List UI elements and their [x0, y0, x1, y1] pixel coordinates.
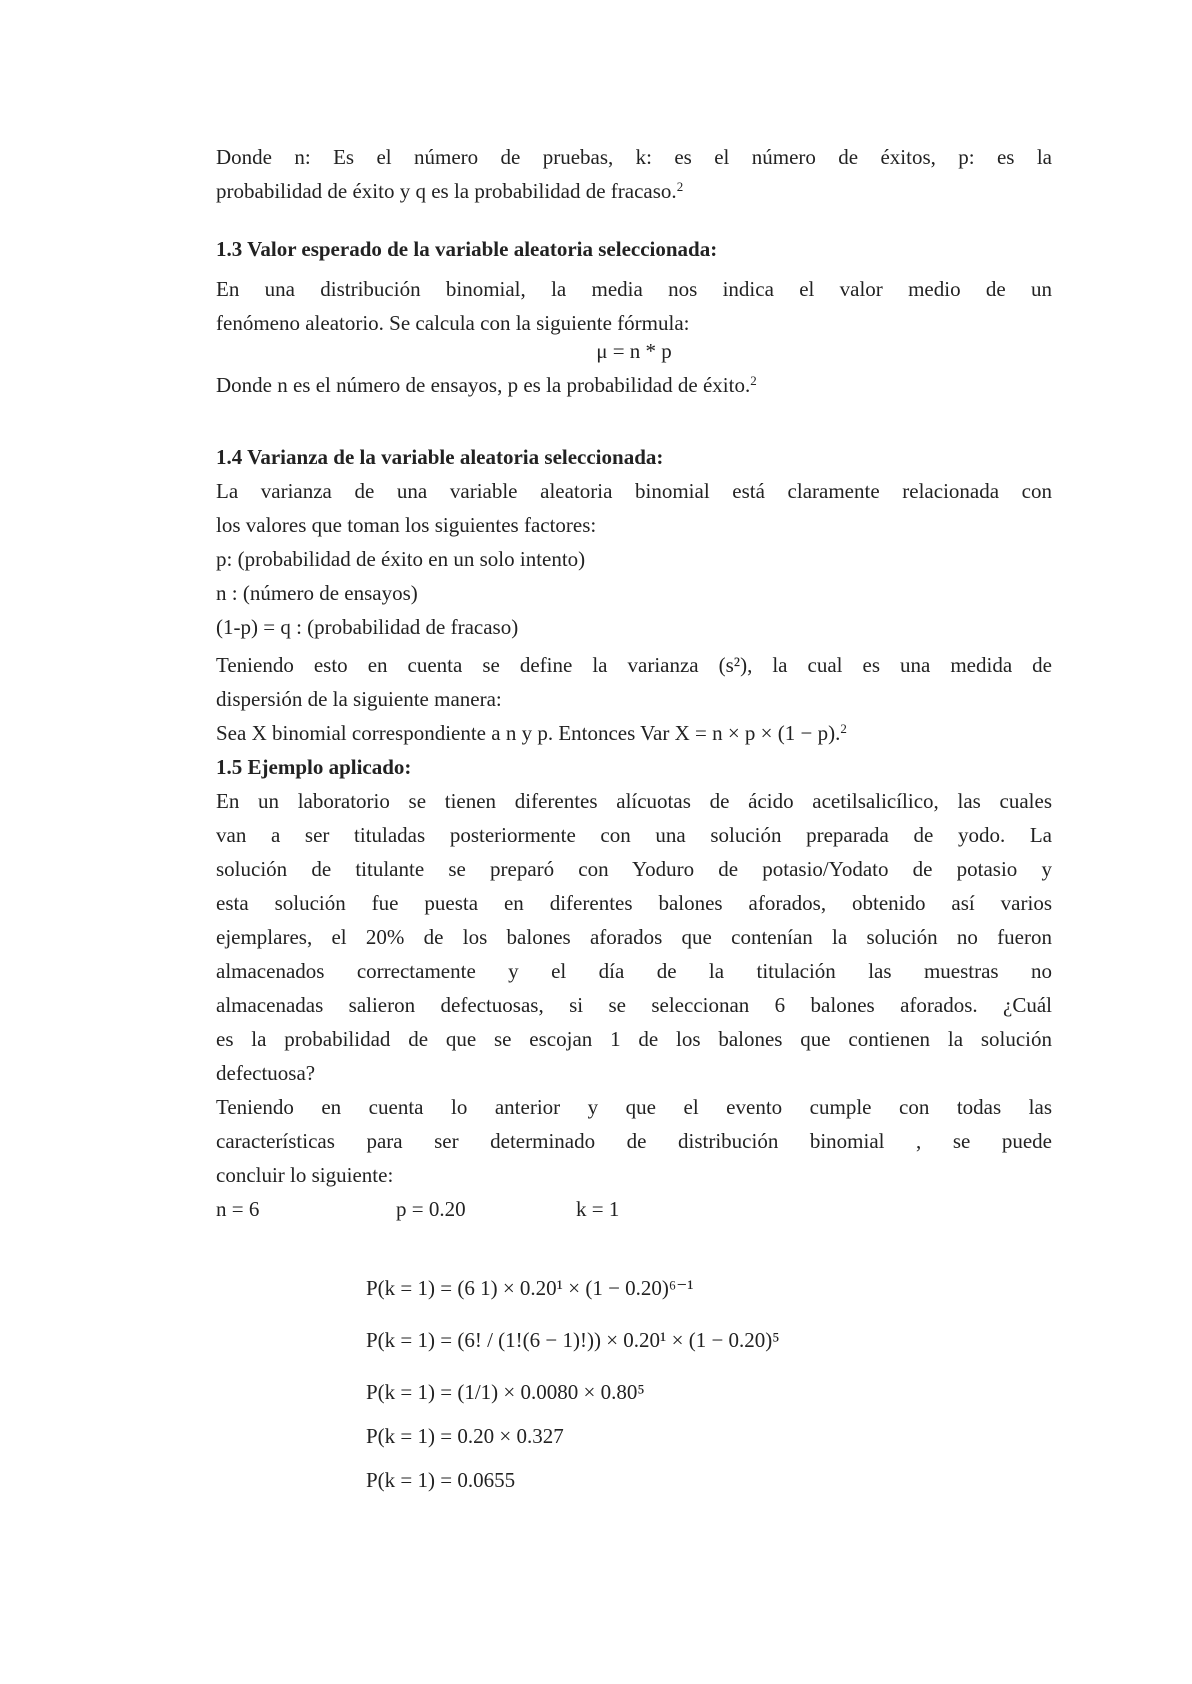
factor-item-n: n : (número de ensayos) [216, 581, 418, 605]
example-line: En un laboratorio se tienen diferentes alícuotas de ácido acetilsalicílico, las cuales [216, 789, 1052, 813]
intro-line-2-text: probabilidad de éxito y q es la probabilidad de fracaso. [216, 179, 677, 203]
example-line: defectuosa? [216, 1061, 316, 1085]
document-page [216, 140, 1052, 1502]
variance-formula: Sea X binomial correspondiente a n y p. Entonces Var X = n × p × (1 − p). [216, 721, 841, 745]
mean-formula: μ = n * p [596, 339, 672, 363]
factor-item-p: p: (probabilidad de éxito en un solo intento) [216, 547, 586, 571]
section-1-4-line-1: La varianza de una variable aleatoria binomial está claramente relacionada con [216, 479, 1052, 503]
formula-block [366, 1266, 1052, 1502]
conclusion-paragraph [216, 1090, 1052, 1192]
section-1-3-reference: 2 [750, 373, 757, 388]
formula-step: P(k = 1) = (6! / (1!(6 − 1)!)) × 0.20¹ × (1 − 0.20)⁵ [366, 1328, 780, 1352]
conclusion-line: características para ser determinado de distribución binomial , se puede [216, 1129, 1052, 1153]
example-line: es la probabilidad de que se escojan 1 de los balones que contienen la solución [216, 1027, 1052, 1051]
formula-step: P(k = 1) = 0.0655 [366, 1468, 516, 1492]
formula-step: P(k = 1) = 0.20 × 0.327 [366, 1424, 564, 1448]
intro-line-1: Donde n: Es el número de pruebas, k: es el número de éxitos, p: es la [216, 145, 1052, 169]
variable-n: n = 6 [216, 1197, 260, 1221]
variables-row [216, 1192, 1052, 1226]
intro-reference: 2 [676, 179, 684, 194]
section-1-3-note [216, 368, 1052, 402]
section-1-4-line-3: Teniendo esto en cuenta se define la varianza (s²), la cual es una medida de [216, 653, 1052, 677]
conclusion-line: concluir lo siguiente: [216, 1163, 394, 1187]
example-line: ejemplares, el 20% de los balones aforados que contenían la solución no fueron [216, 925, 1052, 949]
section-1-4-line-2: los valores que toman los siguientes factores: [216, 513, 597, 537]
example-line: van a ser tituladas posteriormente con una solución preparada de yodo. La [216, 823, 1052, 847]
formula-step: P(k = 1) = (6 1) × 0.20¹ × (1 − 0.20)⁶⁻¹ [366, 1276, 694, 1300]
variable-p: p = 0.20 [396, 1197, 466, 1221]
section-1-4-line-4: dispersión de la siguiente manera: [216, 687, 502, 711]
section-1-3-heading: 1.3 Valor esperado de la variable aleatoria seleccionada: [216, 237, 718, 261]
variable-k: k = 1 [576, 1197, 620, 1221]
example-line: almacenadas salieron defectuosas, si se seleccionan 6 balones aforados. ¿Cuál [216, 993, 1052, 1017]
example-line: almacenados correctamente y el día de la titulación las muestras no [216, 959, 1052, 983]
section-1-5-heading: 1.5 Ejemplo aplicado: [216, 755, 412, 779]
example-line: solución de titulante se preparó con Yoduro de potasio/Yodato de potasio y [216, 857, 1052, 881]
intro-line-2 [216, 174, 1052, 208]
factor-item-q: (1-p) = q : (probabilidad de fracaso) [216, 615, 519, 639]
conclusion-line: Teniendo en cuenta lo anterior y que el evento cumple con todas las [216, 1095, 1052, 1119]
section-1-4-reference: 2 [840, 721, 847, 736]
section-1-4-line-5 [216, 716, 1052, 750]
formula-step: P(k = 1) = (1/1) × 0.0080 × 0.80⁵ [366, 1380, 645, 1404]
section-1-4-heading: 1.4 Varianza de la variable aleatoria seleccionada: [216, 445, 664, 469]
section-1-3-line-2: fenómeno aleatorio. Se calcula con la siguiente fórmula: [216, 311, 690, 335]
section-1-3-line-1: En una distribución binomial, la media nos indica el valor medio de un [216, 277, 1052, 301]
example-paragraph [216, 784, 1052, 1090]
example-line: esta solución fue puesta en diferentes balones aforados, obtenido así varios [216, 891, 1052, 915]
section-1-3-note-text: Donde n es el número de ensayos, p es la probabilidad de éxito. [216, 373, 751, 397]
